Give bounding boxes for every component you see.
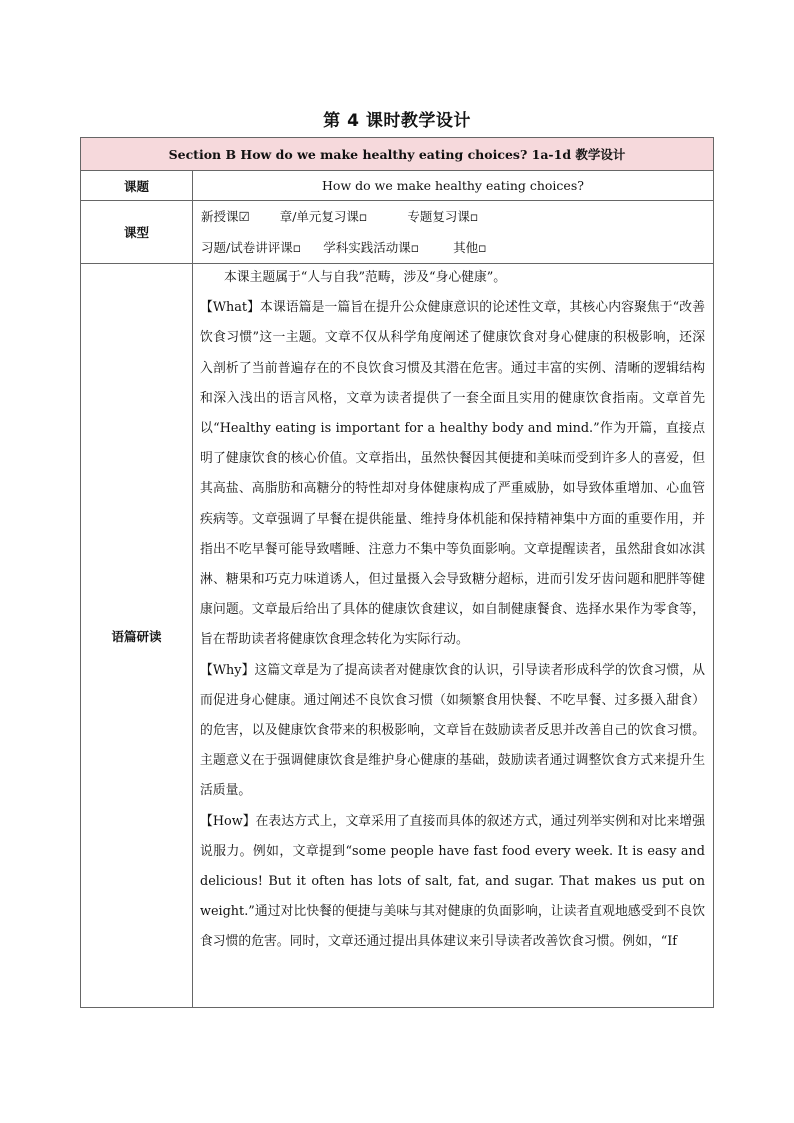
type-option-other[interactable]: 其他▫ bbox=[453, 240, 487, 255]
what-paragraph: 【What】本课语篇是一篇旨在提升公众健康意识的论述性文章，其核心内容聚焦于“改善饮食习惯”这一主题。文章不仅从科学角度阐述了健康饮食对身心健康的积极影响，还深入剖析了当前普遍存在的不良饮食习惯及其潜在危害。通过丰富的实例、清晰的逻辑结构和深入浅出的语言风格，文章为读者提供了一套全面且实用的健康饮食指南。文章首先以“Healthy eating is important for a healthy body and mind.”作为开篇，直接点明了健康饮食的核心价值。文章指出，虽然快餐因其便捷和美味而受到许多人的喜爱，但其高盐、高脂肪和高糖分的特性却对身体健康构成了严重威胁，如导致体重增加、心血管疾病等。文章强调了早餐在提供能量、维持身体机能和保持精神集中方面的重要作用，并指出不吃早餐可能导致嗜睡、注意力不集中等负面影响。文章提醒读者，虽然甜食如冰淇淋、糖果和巧克力味道诱人，但过量摄入会导致糖分超标，进而引发牙齿问题和肥胖等健康问题。文章最后给出了具体的健康饮食建议，如自制健康餐食、选择水果作为零食等，旨在帮助读者将健康饮食理念转化为实际行动。 bbox=[200, 300, 705, 648]
table-header: Section B How do we make healthy eating choices? 1a-1d 教学设计 bbox=[81, 138, 714, 171]
type-option-new-lesson[interactable]: 新授课☑ bbox=[201, 209, 250, 224]
type-row bbox=[81, 201, 714, 264]
type-options bbox=[193, 201, 714, 264]
lesson-plan-table bbox=[80, 137, 714, 1008]
table-header-row bbox=[81, 138, 714, 171]
type-option-unit-review[interactable]: 章/单元复习课▫ bbox=[279, 209, 368, 224]
text-study-label: 语篇研读 bbox=[81, 264, 193, 1008]
type-option-topic-review[interactable]: 专题复习课▫ bbox=[407, 209, 479, 224]
type-options-line-1 bbox=[201, 201, 713, 232]
page-title: 第 4 课时教学设计 bbox=[323, 111, 471, 131]
type-option-exercise-review[interactable]: 习题/试卷讲评课▫ bbox=[201, 240, 302, 255]
text-study-content bbox=[193, 264, 714, 1008]
topic-label: 课题 bbox=[81, 171, 193, 201]
topic-value: How do we make healthy eating choices? bbox=[193, 171, 714, 201]
topic-row bbox=[81, 171, 714, 201]
text-study-row bbox=[81, 264, 714, 1008]
theme-paragraph: 本课主题属于“人与自我”范畴，涉及“身心健康”。 bbox=[224, 270, 507, 285]
type-option-practice-activity[interactable]: 学科实践活动课▫ bbox=[323, 240, 420, 255]
why-paragraph: 【Why】这篇文章是为了提高读者对健康饮食的认识，引导读者形成科学的饮食习惯，从而促进身心健康。通过阐述不良饮食习惯（如频繁食用快餐、不吃早餐、过多摄入甜食）的危害，以及健康饮食带来的积极影响，文章旨在鼓励读者反思并改善自己的饮食习惯。主题意义在于强调健康饮食是维护身心健康的基础，鼓励读者通过调整饮食方式来提升生活质量。 bbox=[200, 662, 705, 799]
how-paragraph: 【How】在表达方式上，文章采用了直接而具体的叙述方式，通过列举实例和对比来增强说服力。例如，文章提到“some people have fast food every week. It is easy and delicious! But it often has lots of salt, fat, and sugar. That makes us put on weight.”通过对比快餐的便捷与美味与其对健康的负面影响，让读者直观地感受到不良饮食习惯的危害。同时，文章还通过提出具体建议来引导读者改善饮食习惯。例如，“If bbox=[200, 813, 705, 950]
type-label: 课型 bbox=[81, 201, 193, 264]
type-options-line-2 bbox=[201, 232, 713, 263]
